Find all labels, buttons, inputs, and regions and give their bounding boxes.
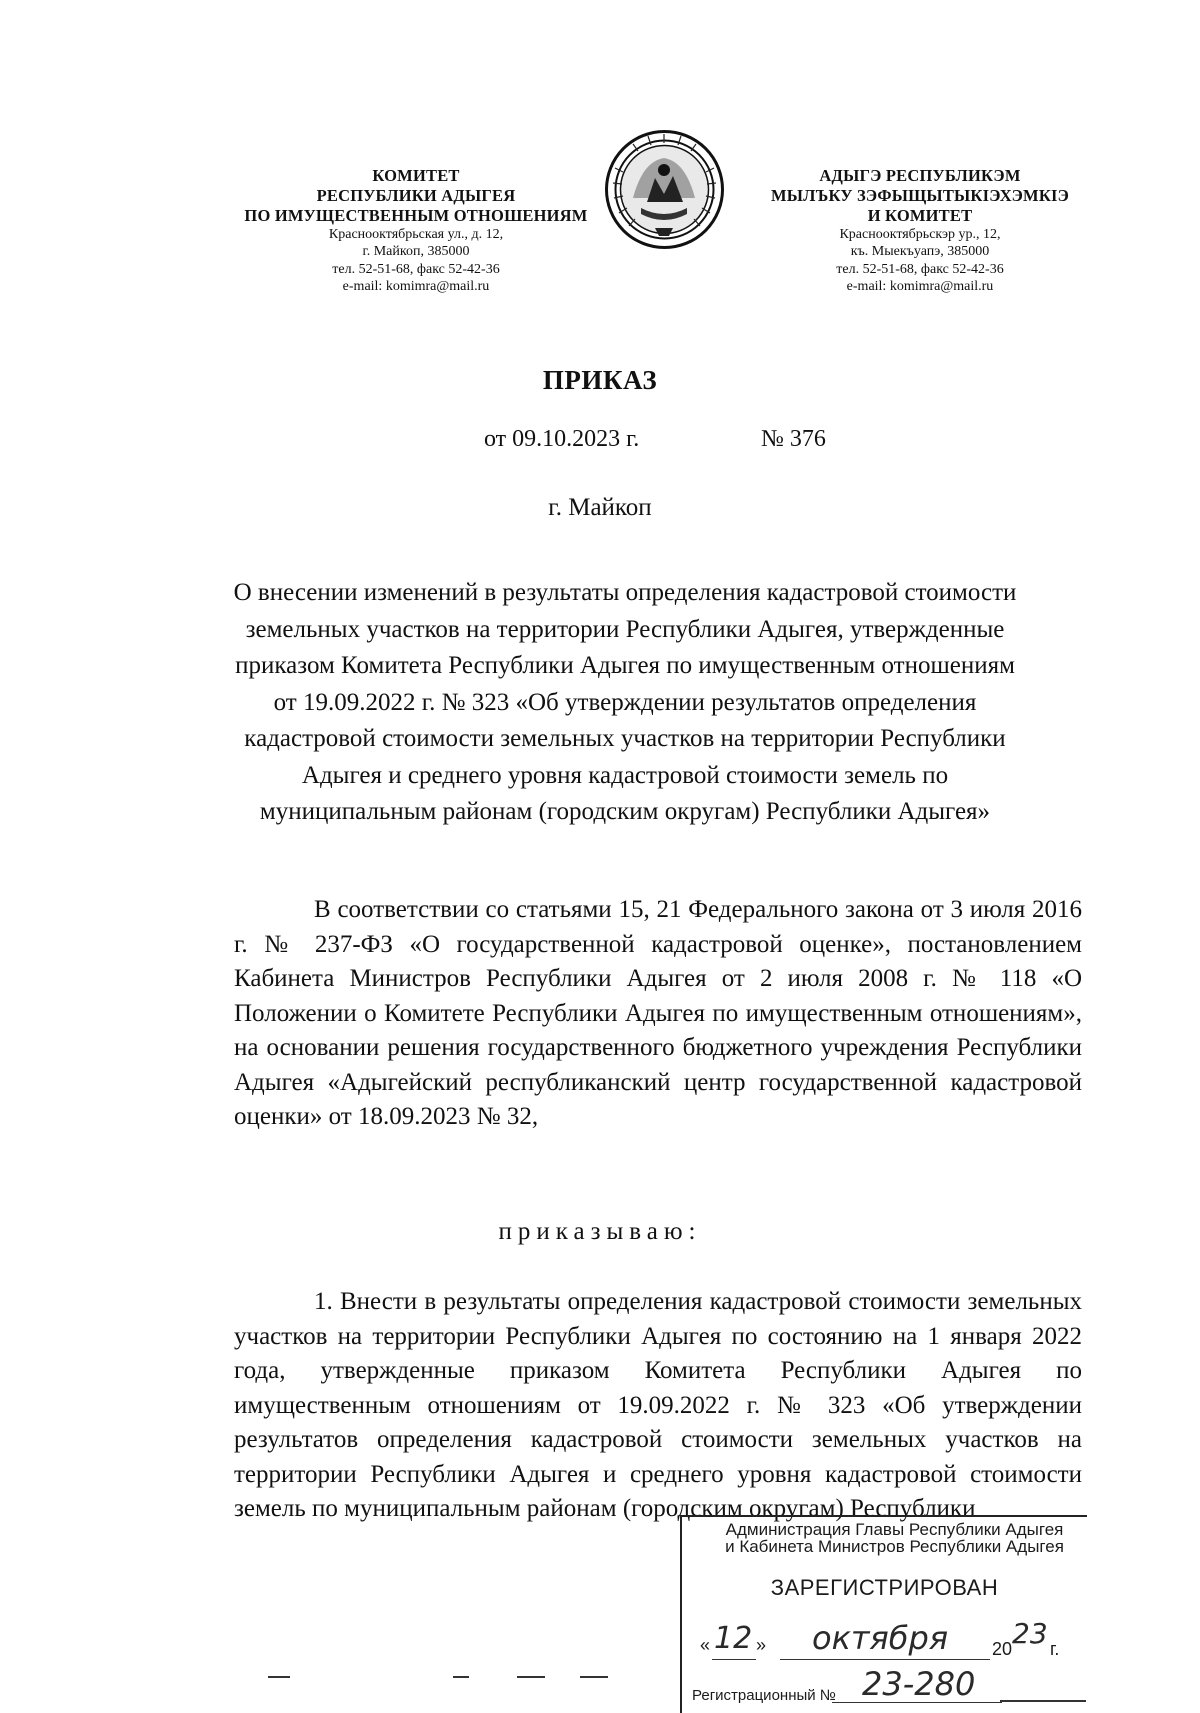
stamp-year-suffix: 23 — [1012, 1617, 1048, 1650]
footer-dash — [453, 1676, 469, 1678]
subject-line: муниципальным районам (городским округам) Республики Адыгея» — [259, 798, 991, 825]
footer-dash — [580, 1676, 608, 1678]
document-type-title: ПРИКАЗ — [542, 365, 658, 395]
document-number: № 376 — [761, 426, 826, 452]
document-date: от 09.10.2023 г. — [484, 426, 640, 452]
stamp-day-underline — [712, 1659, 756, 1660]
org-city: г. Майкоп, 385000 — [362, 244, 470, 260]
header-left-block — [218, 166, 614, 295]
order-word: приказываю: — [498, 1218, 702, 1245]
org-name-line2: РЕСПУБЛИКИ АДЫГЕЯ — [316, 186, 516, 206]
stamp-quote-open: « — [700, 1635, 711, 1655]
stamp-month-underline — [780, 1659, 990, 1660]
stamp-org-line2: и Кабинета Министров Республики Адыгея — [725, 1537, 1064, 1556]
stamp-year-prefix: 20 — [992, 1639, 1013, 1659]
preamble-paragraph: В соответствии со статьями 15, 21 Федерального закона от 3 июля 2016 г. № 237-ФЗ «О государственной кадастровой оценке», постановлением Кабинета Министров Республики Адыгея от 2 июля 2008 г. № 118 «О Положении о Комитете Республики Адыгея по имущественным отношениям», на основании решения государственного бюджетного учреждения Республики Адыгея «Адыгейский республиканский центр государственной кадастровой оценки» от 18.09.2023 № 32, — [234, 896, 1082, 1130]
stamp-registered-label: ЗАРЕГИСТРИРОВАН — [770, 1575, 999, 1600]
subject-line: земельных участков на территории Республики Адыгея, утвержденные — [245, 615, 1005, 643]
org-email-adyghe: e-mail: komimra@mail.ru — [846, 278, 994, 294]
registration-stamp — [680, 1515, 1087, 1713]
org-city-adyghe: къ. Мыекъуапэ, 385000 — [850, 244, 990, 260]
stamp-reg-underline — [832, 1702, 1002, 1703]
org-address: Краснооктябрьская ул., д. 12, — [328, 227, 504, 243]
org-address-adyghe: Краснооктябрьскэр ур., 12, — [839, 227, 1001, 243]
org-name-adyghe-line1: АДЫГЭ РЕСПУБЛИКЭМ — [819, 166, 1021, 185]
org-phone: тел. 52-51-68, факс 52-42-36 — [332, 261, 500, 277]
stamp-reg-number: 23-280 — [862, 1665, 976, 1703]
org-email: e-mail: komimra@mail.ru — [342, 278, 490, 294]
org-phone-adyghe: тел. 52-51-68, факс 52-42-36 — [836, 261, 1004, 277]
stamp-org-line1: Администрация Главы Республики Адыгея — [725, 1520, 1064, 1539]
org-name-line1: КОМИТЕТ — [372, 166, 460, 185]
document-subject — [230, 575, 1020, 831]
org-name-adyghe-line2: МЫЛЪКУ ЗЭФЫЩЫТЫКІЭХЭМКІЭ — [770, 186, 1070, 206]
org-name-adyghe-line3: И КОМИТЕТ — [867, 206, 973, 226]
stamp-year-mark: г. — [1050, 1639, 1060, 1659]
stamp-reg-label: Регистрационный № — [692, 1687, 836, 1704]
footer-dash — [517, 1676, 545, 1678]
stamp-organization — [702, 1521, 1087, 1555]
subject-line: приказом Комитета Республики Адыгея по имущественным отношениям — [235, 652, 1015, 679]
stamp-extension-line — [1000, 1700, 1086, 1702]
subject-line: от 19.09.2022 г. № 323 «Об утверждении результатов определения — [273, 688, 977, 716]
footer-dash — [268, 1676, 290, 1678]
stamp-quote-close: » — [756, 1635, 767, 1655]
subject-line: Адыгея и среднего уровня кадастровой стоимости земель по — [301, 761, 949, 789]
subject-line: кадастровой стоимости земельных участков на территории Республики — [244, 725, 1006, 752]
coat-of-arms-emblem-icon — [603, 128, 726, 251]
org-name-line3: ПО ИМУЩЕСТВЕННЫМ ОТНОШЕНИЯМ — [244, 206, 588, 226]
header-right-block — [770, 166, 1070, 295]
item-1-paragraph: 1. Внести в результаты определения кадастровой стоимости земельных участков на территории Республики Адыгея по состоянию на 1 января 2022 года, утвержденные приказом Комитета Республики Адыгея по имущественным отношениям от 19.09.2022 г. № 323 «Об утверждении результатов определения кадастровой стоимости земельных участков на территории Республики Адыгея и среднего уровня кадастровой стоимости земель по муниципальным районам (городским округам) Республики — [234, 1288, 1082, 1522]
stamp-month: октября — [812, 1619, 949, 1657]
stamp-date-line — [700, 1617, 1085, 1667]
document-city: г. Майкоп — [548, 494, 652, 521]
stamp-day: 12 — [714, 1621, 753, 1656]
subject-line: О внесении изменений в результаты определения кадастровой стоимости — [233, 579, 1017, 606]
